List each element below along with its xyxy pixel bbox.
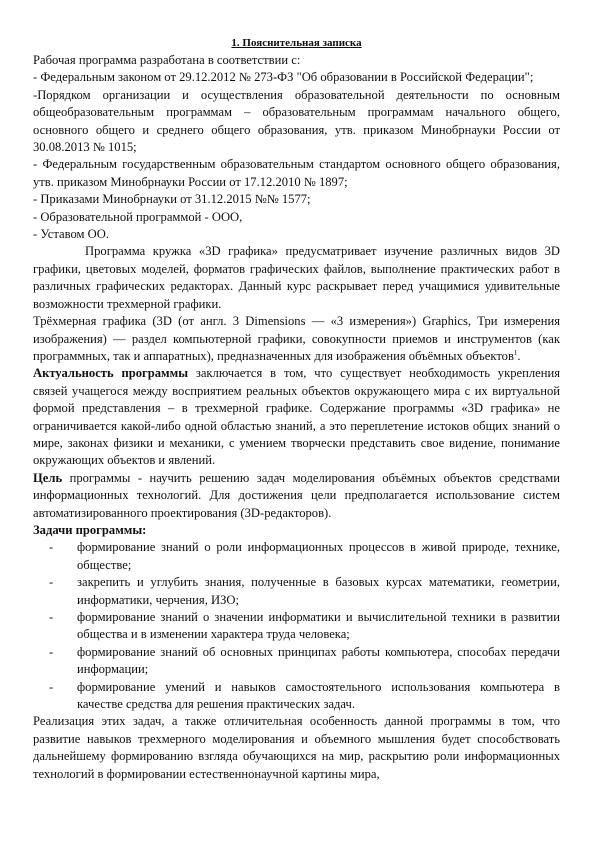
intro-line: Рабочая программа разработана в соответствии с: bbox=[33, 53, 301, 67]
document-page bbox=[33, 36, 560, 783]
basis-item-order: -Порядком организации и осуществления образовательной деятельности по основным общеобразовательным программам – образовательным программам начального общего, основного общего и среднего общего образования, утв. приказом Минобрнауки России от 30.08.2013 № 1015; bbox=[33, 87, 560, 155]
goal-paragraph bbox=[33, 470, 560, 522]
list-dash: - bbox=[49, 610, 54, 624]
task-text: формирование знаний о роли информационных процессов в живой природе, технике, обществе; bbox=[77, 540, 560, 572]
list-item bbox=[33, 609, 560, 644]
section-title: 1. Пояснительная записка bbox=[231, 37, 362, 49]
task-text: формирование знаний о значении информатики и вычислительной техники в развитии общества и в изменении характера труда человека; bbox=[77, 610, 560, 642]
list-dash: - bbox=[49, 575, 54, 590]
definition-paragraph: Трёхмерная графика (3D (от англ. 3 Dimensions — «3 измерения») Graphics, Три измерения изображения) — раздел компьютерной графики, совокупности приемов и инструментов (как программных, так и аппаратных), предназначенных для изображения объёмных объектов$^1$. bbox=[33, 314, 560, 363]
list-dash: - bbox=[49, 540, 54, 555]
task-text: формирование умений и навыков самостоятельного использования компьютера в качестве средства для решения практических задач. bbox=[77, 679, 560, 712]
list-item bbox=[33, 679, 560, 714]
definition-text: Трёхмерная графика (3D (от англ. 3 Dimensions — «3 измерения») Graphics, Три измерения изображения) — раздел компьютерной графики, совокупности приемов и инструментов (как программных, так и аппаратных), предназначенных для изображения объёмных объектов bbox=[33, 314, 560, 363]
basis-item-law: - Федеральным законом от 29.12.2012 № 273-ФЗ "Об образовании в Российской Федерации"; bbox=[33, 70, 534, 85]
basis-item-charter: - Уставом ОО. bbox=[33, 227, 109, 242]
list-dash: - bbox=[49, 644, 54, 659]
relevance-text: заключается в том, что существует необходимость укрепления связей учащегося между восприятием реальных объектов окружающего мира с их виртуальной формой представления – в трехмерной графике. Содержание программы «3D графика» не ограничивается какой-либо одной областью знаний, а это переплетение истоков общих знаний о мире, законах физики и механики, с умением творчески представить свое видение, понимание окружающих объектов и явлений. bbox=[33, 366, 560, 468]
relevance-paragraph bbox=[33, 365, 560, 469]
conclusion-paragraph: Реализация этих задач, а также отличительная особенность данной программы в том, что развитие навыков трехмерного моделирования и объемного мышления будет способствовать дальнейшему формированию взгляда обучающихся на мир, раскрытию роли информационных технологий в формировании естественнонаучной картины мира, bbox=[33, 714, 560, 781]
tasks-list bbox=[33, 539, 560, 713]
relevance-label: Актуальность программы bbox=[33, 366, 189, 381]
basis-item-standard: - Федеральным государственным образовательным стандартом основного общего образования, утв. приказом Минобрнауки России от 17.12.2010 № 1897; bbox=[33, 157, 560, 189]
tasks-heading: Задачи программы: bbox=[33, 522, 147, 537]
basis-item-edu-program: - Образовательной программой - ООО, bbox=[33, 209, 243, 224]
task-text: формирование знаний об основных принципах работы компьютера, способах передачи информации; bbox=[77, 644, 560, 677]
task-text: закрепить и углубить знания, полученные в базовых курсах математики, геометрии, информатики, черчения, ИЗО; bbox=[77, 575, 560, 607]
goal-text: программы - научить решению задач моделирования объёмных объектов средствами информационных технологий. Для достижения цели предполагается использование систем автоматизированного проектирования (3D-редакторов). bbox=[33, 470, 560, 520]
list-dash: - bbox=[49, 679, 54, 694]
program-description: Программа кружка «3D графика» предусматривает изучение различных видов 3D графики, цветовых моделей, форматов графических файлов, выполнение практических работ в различных графических редакторах. Данный курс раскрывает перед учащимися удивительные возможности трехмерной графики. bbox=[33, 244, 560, 311]
footnote-marker: 1 bbox=[513, 348, 518, 357]
list-item bbox=[33, 539, 560, 574]
list-item bbox=[33, 644, 560, 679]
goal-label: Цель bbox=[33, 470, 63, 485]
basis-item-orders-2015: - Приказами Минобрнауки от 31.12.2015 №№ 1577; bbox=[33, 192, 311, 207]
list-item bbox=[33, 574, 560, 609]
